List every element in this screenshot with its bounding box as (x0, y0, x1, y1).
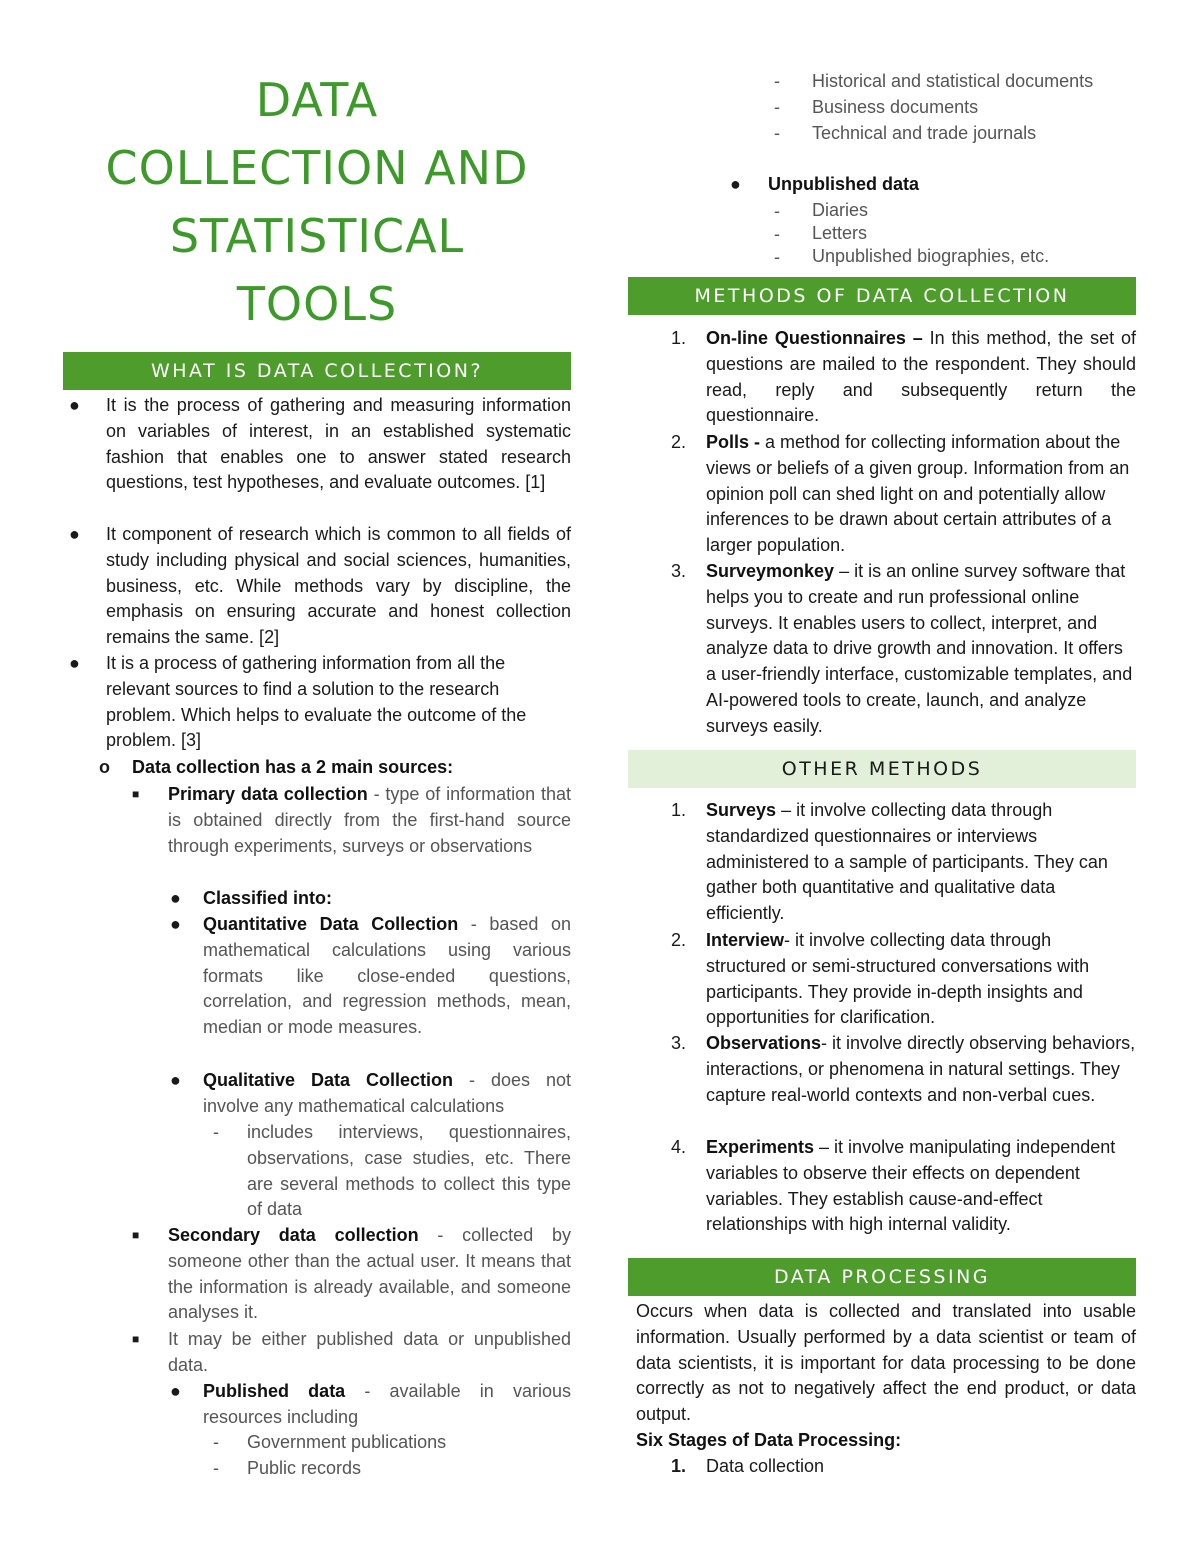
sources-heading: Data collection has a 2 main sources: (132, 757, 454, 777)
section-header-other-methods: OTHER METHODS (628, 750, 1136, 788)
dash-bullet: - (213, 1122, 219, 1142)
list-item (63, 1327, 571, 1379)
secondary-text: - collected by someone other than the actual user. It means that the information is already available, and someone analyses it. (168, 1225, 571, 1323)
square-bullet-icon: ■ (132, 1332, 140, 1346)
what-paragraph-2: It component of research which is common to all fields of study including physical and social sciences, humanities, business, etc. While methods vary by discipline, the emphasis on ensuring accurate and honest collection remains the same. [2] (106, 524, 571, 648)
list-item (63, 1379, 571, 1431)
list-number: 1. (671, 1455, 687, 1476)
list-item (628, 245, 1136, 268)
bullet-icon: ● (730, 174, 741, 194)
section-header-what-is-data-collection: WHAT IS DATA COLLECTION? (63, 352, 571, 390)
list-item (628, 121, 1136, 147)
list-item (63, 755, 571, 781)
list-item (628, 430, 1136, 559)
page-title (63, 66, 571, 338)
square-bullet-icon: ■ (132, 787, 140, 801)
method-text: a method for collecting information about the views or beliefs of a given group. Information from an opinion poll can shed light on and potentially allow inferences to be drawn about certain attributes of a larger population. (706, 432, 1130, 556)
qualitative-text: - does not involve any mathematical calculations (203, 1070, 571, 1116)
list-number: 2. (671, 930, 687, 950)
unpublished-item: Letters (812, 223, 868, 243)
dash-bullet: - (774, 71, 780, 91)
method-term: Polls - (706, 432, 761, 452)
title-line-4: TOOLS (236, 277, 398, 331)
section-header-methods: METHODS OF DATA COLLECTION (628, 277, 1136, 315)
list-number: 1. (671, 800, 687, 820)
secondary-term: Secondary data collection (168, 1225, 419, 1245)
dash-bullet: - (774, 247, 780, 267)
dash-bullet: - (774, 224, 780, 244)
other-term: Experiments (706, 1137, 815, 1157)
unpublished-item: Unpublished biographies, etc. (812, 246, 1050, 266)
list-number: 3. (671, 1033, 687, 1053)
list-item (63, 651, 571, 754)
list-item (63, 522, 571, 651)
title-line-3: STATISTICAL (169, 209, 465, 263)
list-item (628, 1454, 1136, 1480)
list-item (628, 1135, 1136, 1238)
list-item (63, 1430, 571, 1456)
published-item: Business documents (812, 97, 979, 117)
other-term: Surveys (706, 800, 777, 820)
list-item (628, 559, 1136, 740)
list-item (63, 1456, 571, 1482)
method-term: Surveymonkey (706, 561, 835, 581)
primary-text: - type of information that is obtained directly from the first-hand source through experiments, surveys or observations (168, 784, 571, 856)
list-item (63, 782, 571, 859)
list-number: 3. (671, 561, 687, 581)
stage-item: Data collection (706, 1455, 825, 1476)
primary-term: Primary data collection (168, 784, 368, 804)
published-term: Published data (203, 1381, 346, 1401)
dash-bullet: - (213, 1458, 219, 1478)
other-text: – it involve manipulating independent variables to observe their effects on dependent variables. They establish cause-and-effect relationships with high internal validity. (706, 1137, 1116, 1235)
method-term: On-line Questionnaires – (706, 328, 923, 348)
other-text: - it involve collecting data through structured or semi-structured conversations with participants. They provide in-depth insights and opportunities for clarification. (706, 930, 1090, 1028)
bullet-icon: ● (170, 1070, 181, 1090)
what-paragraph-3: It is a process of gathering information from all the relevant sources to find a solution to the research problem. Which helps to evaluate the outcome of the problem. [3] (106, 653, 527, 751)
list-item (628, 1031, 1136, 1108)
title-line-1: DATA (255, 73, 379, 127)
quantitative-text: - based on mathematical calculations using various formats like close-ended questions, correlation, and regression methods, mean, median or mode measures. (203, 914, 571, 1038)
published-item: Government publications (247, 1432, 447, 1452)
either-text: It may be either published data or unpublished data. (168, 1329, 571, 1375)
dash-bullet: - (774, 201, 780, 221)
list-item (628, 199, 1136, 222)
list-item (628, 798, 1136, 927)
stages-heading: Six Stages of Data Processing: (636, 1429, 902, 1450)
published-item: Public records (247, 1458, 362, 1478)
dash-bullet: - (213, 1432, 219, 1452)
bullet-icon: ● (69, 395, 80, 415)
qualitative-term: Qualitative Data Collection (203, 1070, 453, 1090)
bullet-icon: ● (69, 524, 80, 544)
method-text: In this method, the set of questions are mailed to the respondent. They should read, reply and subsequently return the questionnaire. (706, 328, 1136, 426)
unpublished-term: Unpublished data (768, 174, 920, 194)
bullet-icon: ● (170, 914, 181, 934)
bullet-icon: ● (69, 653, 80, 673)
bullet-icon: ● (170, 1381, 181, 1401)
other-text: – it involve collecting data through standardized questionnaires or interviews administered to a sample of participants. They can gather both quantitative and qualitative data efficiently. (706, 800, 1108, 924)
published-item: Technical and trade journals (812, 123, 1037, 143)
other-term: Interview (706, 930, 785, 950)
square-bullet-icon: ■ (132, 1228, 140, 1242)
circle-bullet-icon: o (99, 757, 110, 777)
list-number: 2. (671, 432, 687, 452)
dash-bullet: - (774, 123, 780, 143)
list-item (63, 1120, 571, 1223)
method-text: – it is an online survey software that helps you to create and run professional online surveys. It enables users to collect, interpret, and analyze data to drive growth and innovation. It offers a user-friendly interface, customizable templates, and AI-powered tools to create, launch, and analyze surveys easily. (706, 561, 1133, 736)
what-paragraph-1: It is the process of gathering and measuring information on variables of interest, in an established systematic fashion that enables one to answer stated research questions, test hypotheses, and evaluate outcomes. [1] (106, 395, 571, 493)
other-term: Observations (706, 1033, 822, 1053)
list-item (63, 886, 571, 912)
list-item (63, 393, 571, 496)
other-text: - it involve directly observing behaviors, interactions, or phenomena in natural settings. They capture real-world contexts and non-verbal cues. (706, 1033, 1136, 1105)
list-item (628, 172, 1136, 198)
list-item (628, 928, 1136, 1031)
published-item: Historical and statistical documents (812, 71, 1094, 91)
list-item (628, 95, 1136, 121)
classified-heading: Classified into: (203, 888, 333, 908)
list-item (628, 326, 1136, 429)
list-item (628, 222, 1136, 245)
published-text: - available in various resources including (203, 1381, 571, 1427)
processing-intro: Occurs when data is collected and translated into usable information. Usually performed by a data scientist or team of data scientists, it is important for data processing to be done correctly as not to negatively affect the end product, or data output. (636, 1301, 1136, 1425)
section-header-data-processing: DATA PROCESSING (628, 1258, 1136, 1296)
list-number: 1. (671, 328, 687, 348)
processing-block (628, 1299, 1136, 1480)
list-item (63, 1223, 571, 1326)
list-item (628, 69, 1136, 95)
qualitative-sub: includes interviews, questionnaires, observations, case studies, etc. There are several methods to collect this type of data (247, 1122, 571, 1220)
unpublished-item: Diaries (812, 200, 869, 220)
title-line-2: COLLECTION AND (105, 141, 529, 195)
list-item (63, 1068, 571, 1120)
bullet-icon: ● (170, 888, 181, 908)
list-item (63, 912, 571, 1041)
list-number: 4. (671, 1137, 687, 1157)
quantitative-term: Quantitative Data Collection (203, 914, 459, 934)
dash-bullet: - (774, 97, 780, 117)
